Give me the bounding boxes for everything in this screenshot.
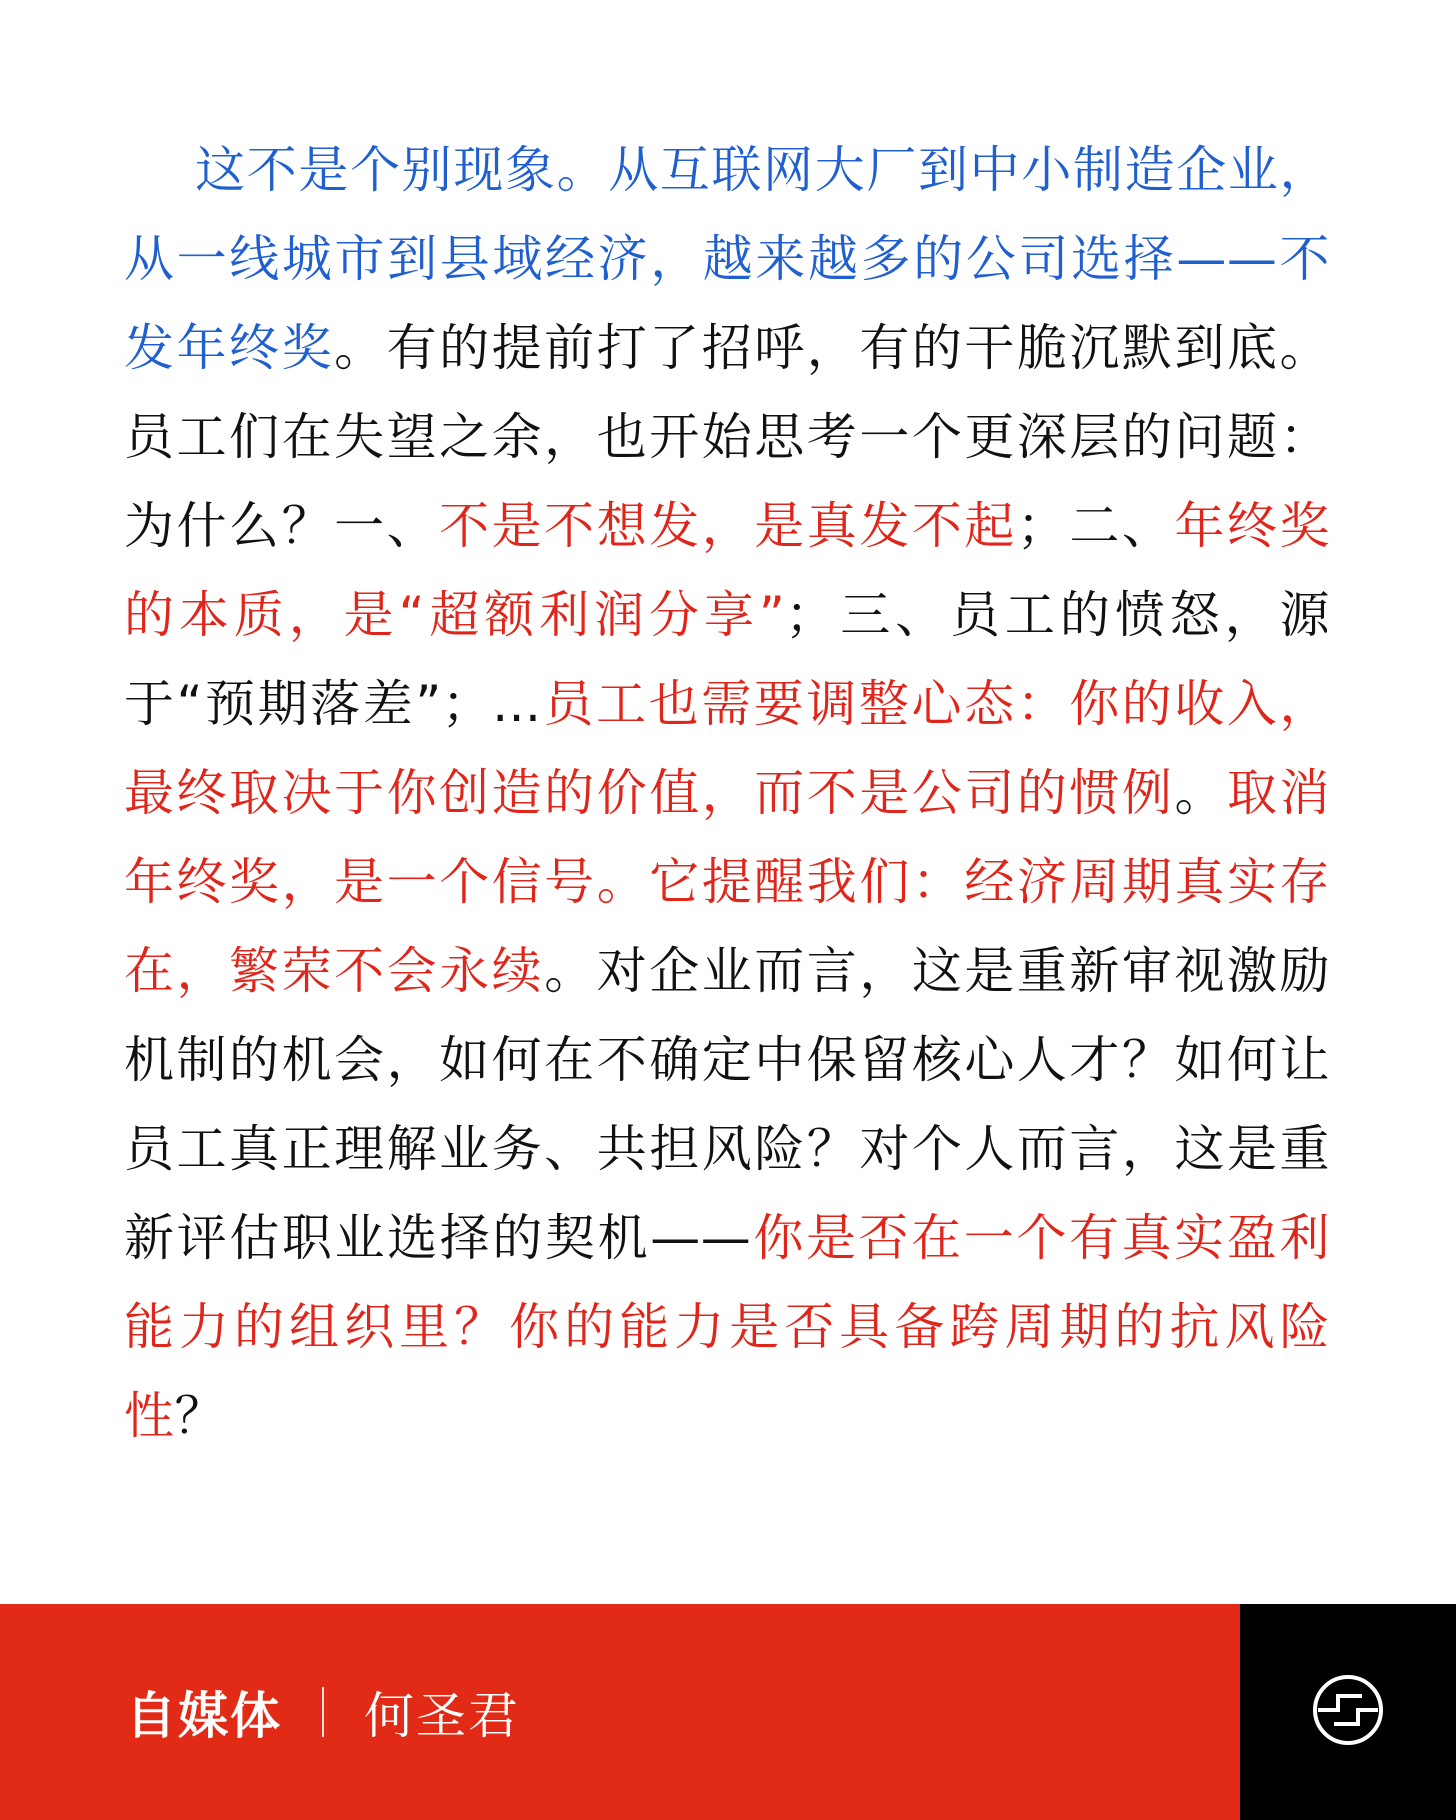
footer-author: 何圣君	[364, 1687, 520, 1745]
article-segment: 年终奖的本质，是“超额利润分享”	[124, 497, 1331, 644]
article-segment: 。对企业而言，这是重新审视激励机制的机会，如何在不确定中保留核心人才？如何让员工真正理解业务、共担风险？对个人而言，这是重新评估职业选择的契机——	[124, 942, 1331, 1267]
footer-bar	[0, 1604, 1456, 1820]
article-segment: ；三、员工的愤怒，源于“预期落差”；...	[124, 586, 1331, 733]
article-segment: ；二、	[1016, 497, 1175, 555]
article-segment: 。	[1174, 764, 1227, 822]
article-segment: 这不是个别现象。从互联网大厂到中小制造企业，从一线城市到县域经济，越来越多的公司选择——不发年终奖	[124, 141, 1330, 377]
article-segment: 取消年终奖，是一个信号。它提醒我们：经济周期真实存在，繁荣不会永续	[124, 764, 1331, 1000]
footer-byline	[126, 1604, 520, 1820]
article-segment: ？	[174, 1387, 225, 1445]
footer-divider	[322, 1687, 324, 1737]
footer-logo-panel	[1240, 1604, 1456, 1820]
article-body	[124, 126, 1330, 1461]
circle-logo-icon	[1312, 1674, 1384, 1750]
footer-red-panel	[0, 1604, 1240, 1820]
article-segment: 员工也需要调整心态：你的收入，最终取决于你创造的价值，而不是公司的惯例	[124, 675, 1330, 822]
article-segment: 不是不想发，是真发不起	[439, 497, 1017, 555]
article-segment: 你是否在一个有真实盈利能力的组织里？你的能力是否具备跨周期的抗风险性	[124, 1209, 1331, 1445]
footer-category: 自媒体	[126, 1687, 282, 1745]
article-segment: 。有的提前打了招呼，有的干脆沉默到底。员工们在失望之余，也开始思考一个更深层的问题：为什么？一、	[124, 319, 1331, 555]
